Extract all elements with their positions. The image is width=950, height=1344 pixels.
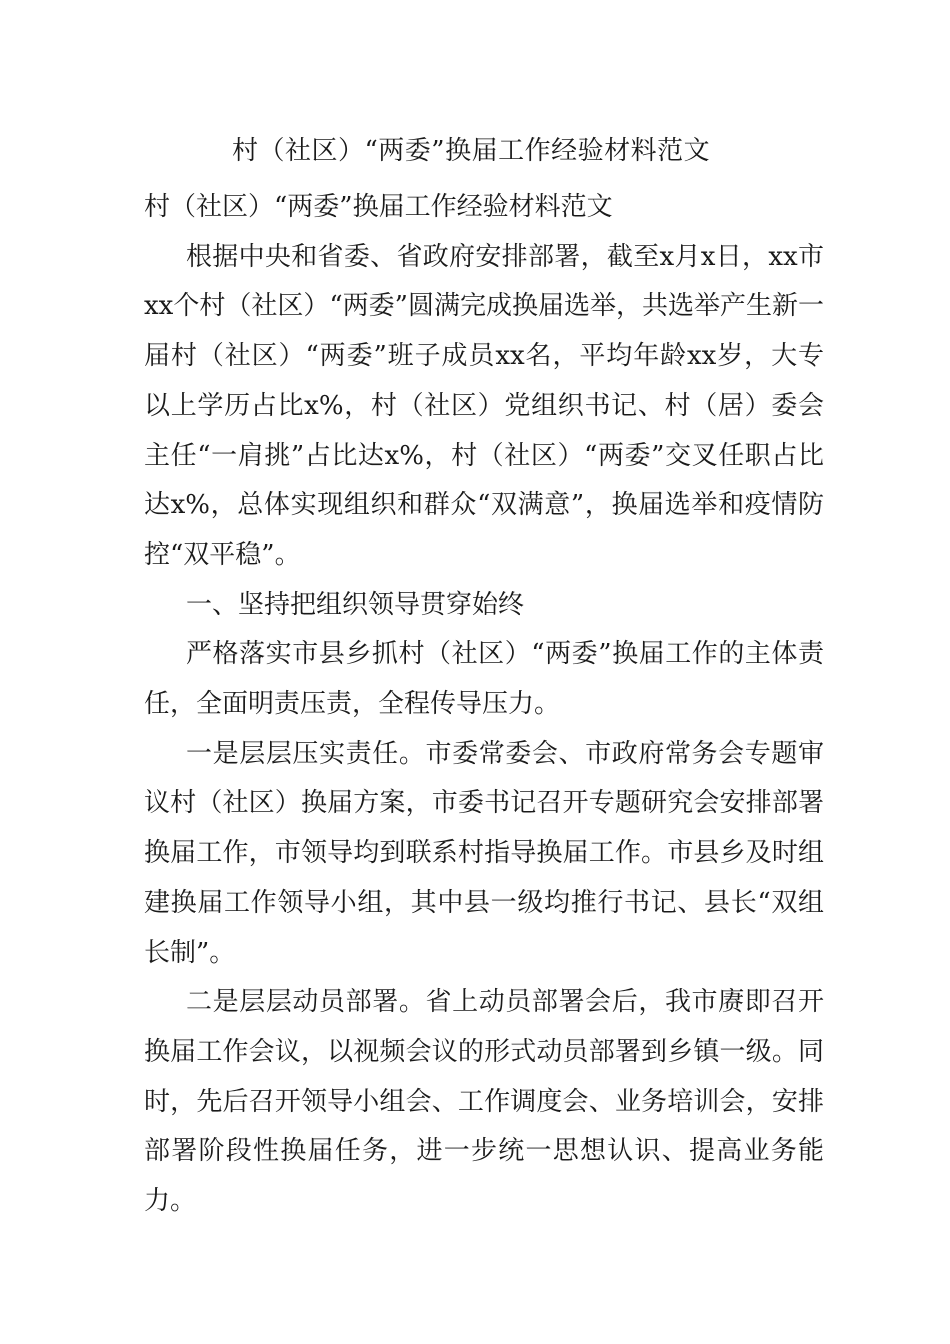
document-title: 村（社区）“两委”换届工作经验材料范文 <box>232 136 711 166</box>
paragraph-mobilization: 二是层层动员部署。省上动员部署会后，我市赓即召开换届工作会议，以视频会议的形式动员部署到乡镇一级。同时，先后召开领导小组会、工作调度会、业务培训会，安排部署阶段性换届任务，进一步统一思想认识、提高业务能力。 <box>144 987 824 1217</box>
document-subtitle: 村（社区）“两委”换届工作经验材料范文 <box>144 192 613 222</box>
section-heading-1: 一、坚持把组织领导贯穿始终 <box>186 589 525 620</box>
paragraph-section-1-summary: 严格落实市县乡抓村（社区）“两委”换届工作的主体责任，全面明责压责，全程传导压力。 <box>144 639 824 720</box>
document-body <box>144 183 824 1227</box>
paragraph-responsibility: 一是层层压实责任。市委常委会、市政府常务会专题审议村（社区）换届方案，市委书记召开专题研究会安排部署换届工作，市领导均到联系村指导换届工作。市县乡及时组建换届工作领导小组，其中县一级均推行书记、县长“双组长制”。 <box>144 738 824 968</box>
paragraph-intro: 根据中央和省委、省政府安排部署，截至x月x日，xx市xx个村（社区）“两委”圆满完成换届选举，共选举产生新一届村（社区）“两委”班子成员xx名，平均年龄xx岁，大专以上学历占比x%，村（社区）党组织书记、村（居）委会主任“一肩挑”占比达x%，村（社区）“两委”交叉任职占比达x%，总体实现组织和群众“双满意”，换届选举和疫情防控“双平稳”。 <box>144 241 824 570</box>
